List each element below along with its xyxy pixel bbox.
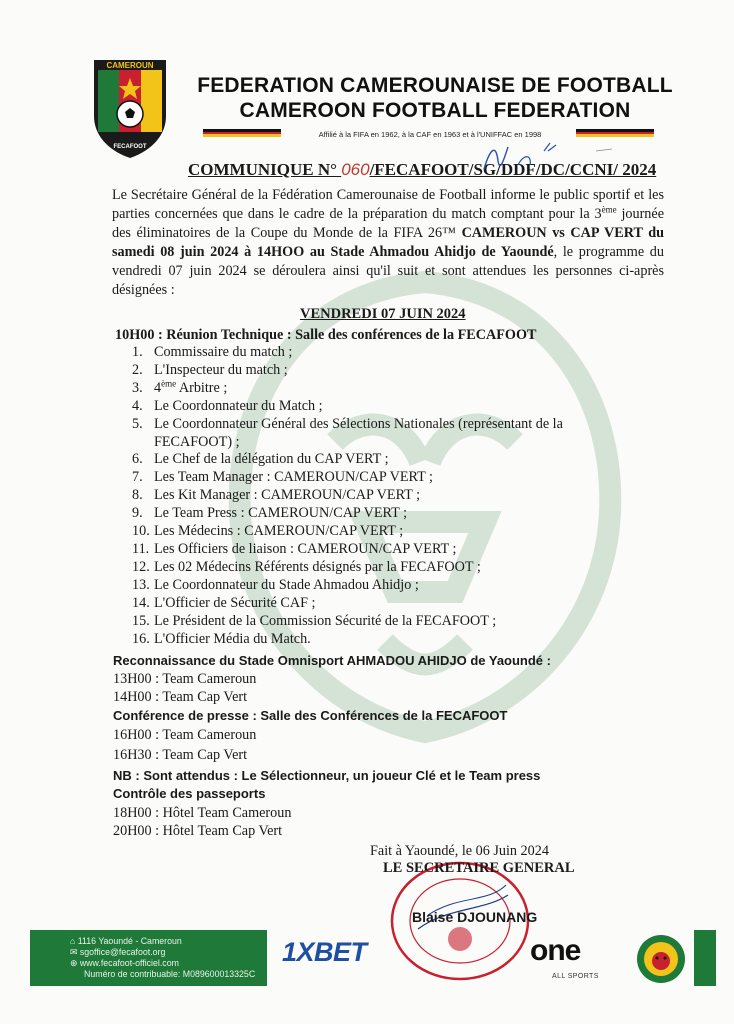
attendee-text: [154, 487, 420, 505]
attendee-item: [132, 559, 632, 577]
reconnaissance-item-1: 13H00 : Team Cameroun: [113, 671, 257, 687]
attendee-text: [154, 523, 403, 541]
attendee-number: 4.: [132, 397, 143, 414]
lion-badge-icon: [636, 932, 686, 986]
attendee-number: 14.: [132, 594, 150, 611]
footer-green-bar: [694, 930, 716, 986]
press-conference-heading: Conférence de presse : Salle des Conférences de la FECAFOOT: [113, 708, 508, 723]
attendee-label: L'Officier Média du Match.: [154, 630, 311, 647]
attendee-text: [154, 631, 311, 649]
attendee-text: [154, 380, 227, 398]
attendee-text: [154, 577, 419, 595]
attendee-number: 8.: [132, 487, 143, 504]
footer-website: [70, 958, 179, 969]
attendee-label: Le Chef de la délégation du CAP VERT ;: [154, 451, 389, 468]
attendee-number: 1.: [132, 344, 143, 360]
footer-taxpayer: Numéro de contribuable: M089600013325C: [84, 969, 256, 979]
attendee-number: 6.: [132, 451, 143, 468]
flag-stripe-left: [203, 129, 281, 137]
intro-paragraph: [112, 186, 664, 300]
footer-email: [70, 947, 165, 958]
attendee-list: [132, 344, 632, 648]
nb-note: NB : Sont attendus : Le Sélectionneur, un joueur Clé et le Team press: [113, 768, 541, 783]
attendee-ordinal-sup: ème: [161, 378, 177, 389]
attendee-label: Le Team Press : CAMEROUN/CAP VERT ;: [154, 505, 408, 522]
intro-sup: ème: [601, 204, 617, 215]
attendee-number: 10.: [132, 523, 150, 540]
attendee-number: 7.: [132, 469, 143, 486]
attendee-item: [132, 595, 632, 613]
attendee-label: L'Inspecteur du match ;: [154, 361, 288, 378]
flag-stripe-right: [576, 129, 654, 137]
technical-meeting-heading: 10H00 : Réunion Technique : Salle des conférences de la FECAFOOT: [115, 327, 537, 343]
press-item-2: 16H30 : Team Cap Vert: [113, 747, 248, 763]
svg-text:FECAFOOT: FECAFOOT: [113, 144, 147, 150]
sponsor-one-logo: one: [530, 934, 581, 967]
handwritten-annotation: [478, 139, 628, 173]
attendee-label: Le Coordonnateur du Match ;: [154, 397, 323, 414]
intro-text-2: journée des éliminatoires de la Coupe du Monde de la FIFA 26™: [112, 206, 665, 241]
attendee-text: [154, 451, 389, 469]
reconnaissance-item-2: 14H00 : Team Cap Vert: [113, 689, 248, 705]
federation-title-fr: FEDERATION CAMEROUNAISE DE FOOTBALL: [197, 74, 673, 97]
attendee-text: [154, 541, 456, 559]
attendee-item: [132, 505, 632, 523]
globe-icon: ⊕: [70, 958, 80, 968]
attendee-text: [154, 469, 433, 487]
attendee-item: [132, 451, 632, 469]
footer-address: [70, 936, 182, 947]
attendee-item: [132, 469, 632, 487]
footer-email-text: sgoffice@fecafoot.org: [79, 947, 166, 957]
email-icon: ✉: [70, 947, 80, 957]
attendee-item: [132, 362, 632, 380]
attendee-number: 16.: [132, 630, 150, 647]
attendee-number: 5.: [132, 415, 143, 432]
attendee-item: [132, 541, 632, 559]
communique-number: 060: [341, 160, 370, 179]
affiliation-line: Affilié à la FIFA en 1962, à la CAF en 1963 et à l'UNIFFAC en 1998: [318, 130, 542, 139]
attendee-item: [132, 487, 632, 505]
press-item-1: 16H00 : Team Cameroun: [113, 727, 257, 743]
attendee-number: 15.: [132, 612, 150, 629]
svg-text:CAMEROUN: CAMEROUN: [106, 61, 154, 70]
attendee-number: 12.: [132, 558, 150, 575]
attendee-label: Les Officiers de liaison : CAMEROUN/CAP VERT ;: [154, 540, 457, 557]
attendee-label: Le Coordonnateur Général des Sélections Nationales (représentant de la FECAFOOT) ;: [154, 415, 563, 450]
attendee-number: 13.: [132, 576, 150, 593]
attendee-item: [132, 577, 632, 595]
attendee-label: Les Team Manager : CAMEROUN/CAP VERT ;: [154, 469, 433, 486]
communique-suffix: /FECAFOOT/SG/DDF/DC/CCNI/ 2024: [369, 160, 657, 179]
attendee-label: Commissaire du match ;: [154, 344, 293, 360]
attendee-label: Les 02 Médecins Référents désignés par la FECAFOOT ;: [154, 558, 481, 575]
intro-text-1: Le Secrétaire Général de la Fédération Camerounaise de Football informe le public sportif et les parties concernées que dans le cadre de la préparation du match comptant pour la 3: [112, 187, 664, 222]
federation-title-en: CAMEROON FOOTBALL FEDERATION: [239, 99, 631, 122]
match-details: CAMEROUN vs CAP VERT du samedi 08 juin 2024 à 14HOO au Stade Ahmadou Ahidjo de Yaoundé: [112, 225, 664, 260]
attendee-ordinal: 4: [154, 379, 162, 396]
attendee-number: 2.: [132, 361, 143, 378]
attendee-item: [132, 631, 632, 649]
sponsor-1xbet-logo: 1XBET: [282, 937, 367, 967]
attendee-label: L'Officier de Sécurité CAF ;: [154, 594, 316, 611]
passports-item-2: 20H00 : Hôtel Team Cap Vert: [113, 823, 283, 839]
attendee-number: 9.: [132, 505, 143, 522]
attendee-item: [132, 344, 632, 362]
attendee-item: [132, 398, 632, 416]
intro-text-3: , le programme du vendredi 07 juin 2024 se déroulera ainsi qu'il suit et sont attendues les personnes ci-après désignées :: [112, 244, 664, 298]
attendee-label: Les Médecins : CAMEROUN/CAP VERT ;: [154, 523, 404, 540]
communique-prefix: COMMUNIQUE N°: [188, 160, 337, 179]
attendee-text: [154, 398, 323, 416]
footer-website-text: www.fecafoot-officiel.com: [79, 958, 179, 968]
attendee-item: [132, 380, 632, 398]
attendee-label: Arbitre ;: [176, 379, 228, 396]
attendee-item: [132, 416, 632, 452]
passports-heading: Contrôle des passeports: [113, 786, 266, 801]
attendee-text: [154, 505, 407, 523]
signatory-title: LE SECRETAIRE GENERAL: [383, 860, 575, 876]
cameroon-crest-logo: [88, 56, 172, 160]
passports-item-1: 18H00 : Hôtel Team Cameroun: [113, 805, 292, 821]
attendee-item: [132, 523, 632, 541]
attendee-item: [132, 613, 632, 631]
attendee-text: [154, 416, 632, 452]
signatory-name: Blaise DJOUNANG: [412, 909, 538, 925]
place-date: Fait à Yaoundé, le 06 Juin 2024: [370, 843, 549, 859]
attendee-label: Les Kit Manager : CAMEROUN/CAP VERT ;: [154, 487, 421, 504]
attendee-label: Le Coordonnateur du Stade Ahmadou Ahidjo ;: [154, 576, 419, 593]
day-heading: VENDREDI 07 JUIN 2024: [300, 306, 466, 322]
attendee-number: 11.: [132, 540, 150, 557]
sponsor-one-tagline: ALL SPORTS: [552, 973, 599, 980]
attendee-text: [154, 559, 481, 577]
house-icon: ⌂: [70, 936, 78, 946]
attendee-text: [154, 344, 292, 362]
attendee-number: 3.: [132, 379, 143, 396]
attendee-text: [154, 613, 496, 631]
attendee-label: Le Président de la Commission Sécurité de la FECAFOOT ;: [154, 612, 497, 629]
attendee-text: [154, 595, 315, 613]
footer-address-text: 1116 Yaoundé - Cameroun: [77, 936, 182, 946]
reconnaissance-heading: Reconnaissance du Stade Omnisport AHMADOU AHIDJO de Yaoundé :: [113, 653, 551, 668]
